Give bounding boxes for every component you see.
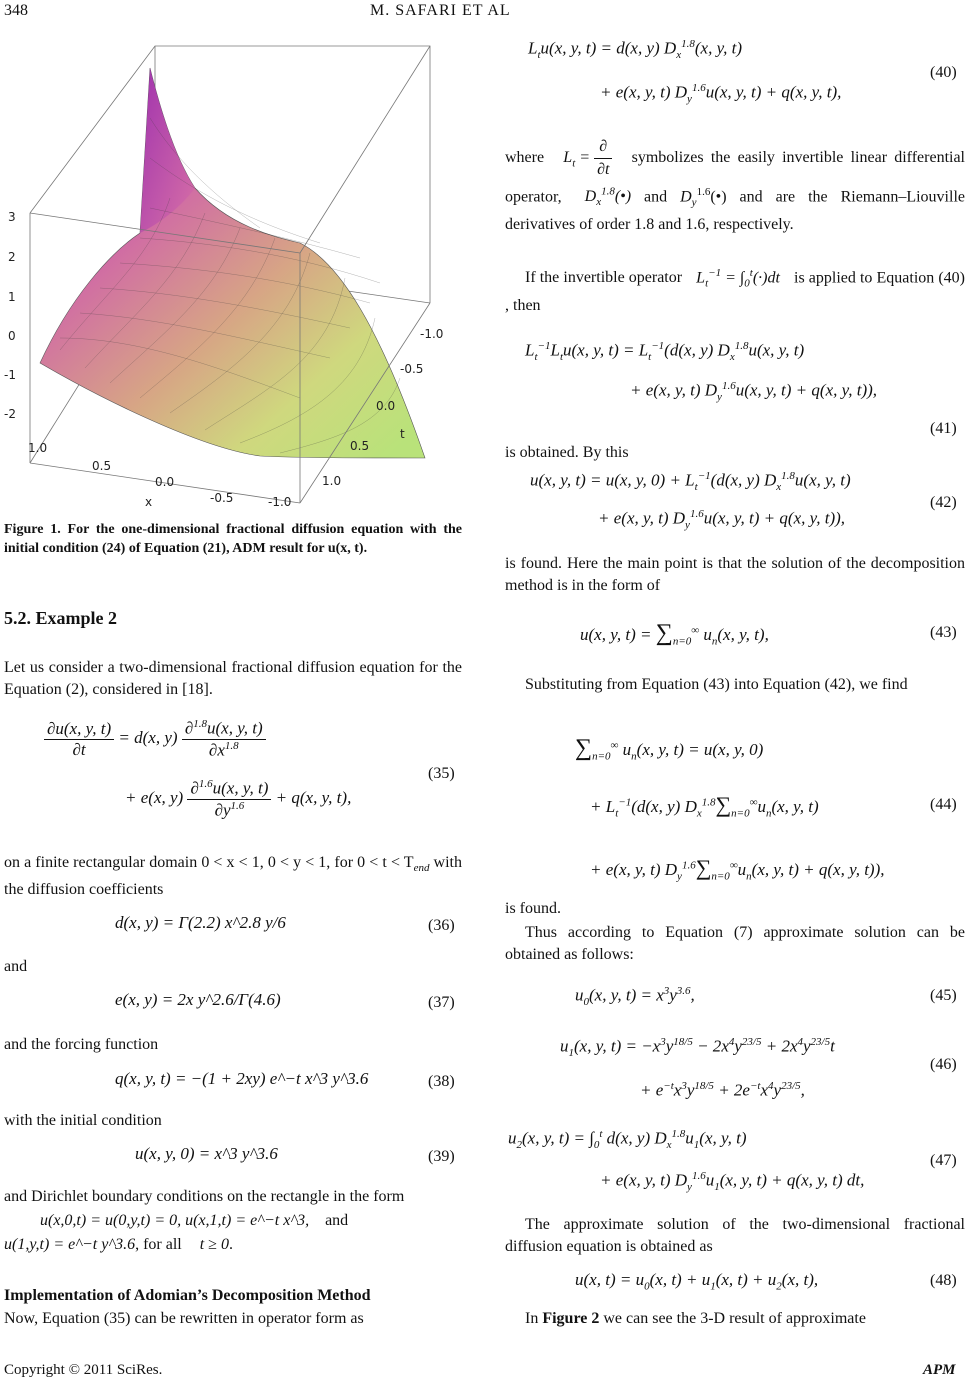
right-paragraph-2: If the invertible operator $L_t^{-1} = \int_0^t(\cdot)dt$ is applied to Equation (40) , then xyxy=(505,267,966,314)
equation-41: $L_t^{-1}L_tu(x$, y, $t) = L_t^{-1}(d(x$, y) $D_x^{1.8}u(x$, y, t) xyxy=(525,340,805,364)
eq35-number: (35) xyxy=(428,765,455,782)
right-paragraph-4: is found. Here the main point is that the solution of the decomposition method is in the form of xyxy=(505,555,965,594)
svg-text:-0.5: -0.5 xyxy=(400,362,424,376)
left-paragraph-5: and Dirichlet boundary conditions on the rectangle in the form xyxy=(4,1188,405,1205)
right-paragraph-5: Substituting from Equation (43) into Equation (42), we find xyxy=(525,676,908,693)
equation-44: $\sum_{n=0}^\infty$ $u_n(x$, y, t) = u(x, y, 0) xyxy=(575,735,764,763)
right-paragraph-8: The approximate solution of the two-dimensional fractional diffusion equation is obtained as xyxy=(505,1216,965,1255)
eq44-number: (44) xyxy=(930,796,957,813)
footer-copyright: Copyright © 2011 SciRes. xyxy=(4,1362,163,1378)
eq39-number: (39) xyxy=(428,1148,455,1165)
svg-text:2: 2 xyxy=(8,250,16,264)
right-paragraph-7: Thus according to Equation (7) approximate solution can be obtained as follows: xyxy=(505,924,965,963)
eq41-number: (41) xyxy=(930,420,957,437)
svg-text:0.5: 0.5 xyxy=(92,459,112,473)
svg-text:-2: -2 xyxy=(4,407,16,421)
left-and: and xyxy=(4,958,28,975)
eq43-number: (43) xyxy=(930,624,957,641)
svg-text:-1.0: -1.0 xyxy=(420,327,444,341)
equation-39: u(x, y, 0) = x^3 y^3.6 xyxy=(135,1144,278,1163)
z-axis-ticks xyxy=(4,210,16,421)
equation-42: u(x, y, t) = u(x, y, $0) + L_t^{-1}(d(x$, y) $D_x^{1.8}u(x$, y, t) xyxy=(530,470,851,494)
eq45-number: (45) xyxy=(930,987,957,1004)
svg-text:1.0: 1.0 xyxy=(322,474,342,488)
svg-text:0: 0 xyxy=(8,329,16,343)
equation-45: $u_0(x$, y, $t) = x^3y^{3.6}$, xyxy=(575,985,695,1009)
equation-35: $\frac{\partial u(x, y, t)}{\partial t}$ = d(x, y) $\frac{\partial^{1.8}u(x, y, t)}{\partial x^{1.8}}$ xyxy=(44,718,266,760)
right-paragraph-1: where $L_t$ = $\frac{\partial}{\partial t}$ symbolizes the easily invertible linear differential operator, $D_x^{1.8}(•)$ and $D_y^{1.6}(•)$ and are the Riemann–Liouville derivatives of order 1.8 and 1.6, respectively. xyxy=(505,138,966,233)
left-paragraph-4: with the initial condition xyxy=(4,1112,162,1129)
eq42-number: (42) xyxy=(930,494,957,511)
x-axis-label: x xyxy=(145,495,153,508)
svg-text:0.0: 0.0 xyxy=(376,399,396,413)
equation-46: $u_1(x$, y, $t) = -x^3y^{18/5} - 2x^4y^{23/5} + 2x^4y^{23/5}t$ xyxy=(560,1036,835,1060)
svg-text:1: 1 xyxy=(8,290,16,304)
svg-text:0.0: 0.0 xyxy=(155,475,175,489)
surface-plot xyxy=(0,38,478,508)
eq48-number: (48) xyxy=(930,1272,957,1289)
equation-40: $L_tu(x$, y, t) = d(x, y) $D_x^{1.8}(x$, y, t) xyxy=(528,38,743,62)
page-number: 348 xyxy=(4,2,28,19)
eq37-number: (37) xyxy=(428,994,455,1011)
equation-38: q(x, y, t) = −(1 + 2xy) e^−t x^3 y^3.6 xyxy=(115,1069,369,1088)
right-paragraph-6: is found. xyxy=(505,900,561,917)
eq36-number: (36) xyxy=(428,917,455,934)
left-paragraph-3: and the forcing function xyxy=(4,1036,159,1053)
eq46-number: (46) xyxy=(930,1056,957,1073)
equation-43: u(x, y, $t) = \sum_{n=0}^\infty$ $u_n(x$, y, t), xyxy=(580,620,769,648)
boundary-condition-2: u(1,y,t) = e^−t y^3.6 xyxy=(4,1236,136,1253)
svg-text:0.5: 0.5 xyxy=(350,439,370,453)
svg-text:1.0: 1.0 xyxy=(28,441,48,455)
svg-text:-1: -1 xyxy=(4,368,16,382)
t-axis-label: t xyxy=(400,427,405,441)
right-paragraph-3: is obtained. By this xyxy=(505,444,629,461)
figure-1 xyxy=(0,38,478,508)
svg-text:-0.5: -0.5 xyxy=(210,491,234,505)
eq47-number: (47) xyxy=(930,1152,957,1169)
equation-37: e(x, y) = 2x y^2.6/Γ(4.6) xyxy=(115,990,281,1009)
boundary-condition-1: u(x,0,t) = u(0,y,t) = 0, u(x,1,t) = e^−t x^3, xyxy=(40,1212,310,1229)
left-paragraph-1: Let us consider a two-dimensional fractional diffusion equation for the Equation (2), considered in [18]. xyxy=(4,659,462,698)
figure-caption: Figure 1. For the one-dimensional fractional diffusion equation with the initial condition (24) of Equation (21), ADM result for u(x, t). xyxy=(4,522,462,556)
left-paragraph-2: on a finite rectangular domain 0 < x < 1, 0 < y < 1, for $0 < t < T_{end}$ with the diffusion coefficients xyxy=(4,854,462,899)
running-title: M. SAFARI ET AL xyxy=(370,2,511,19)
equation-47: $u_2(x$, y, $t) = \int_0^t$ d(x, y) $D_x^{1.8}u_1(x$, y, t) xyxy=(508,1128,747,1152)
footer-journal: APM xyxy=(923,1362,956,1378)
equation-48: u(x, $t) = u_0(x$, $t) + u_1(x$, $t) + u_2(x$, t), xyxy=(575,1270,819,1293)
implementation-heading: Implementation of Adomian’s Decomposition Method xyxy=(4,1287,371,1304)
equation-36: d(x, y) = Γ(2.2) x^2.8 y/6 xyxy=(115,913,286,932)
left-paragraph-6: Now, Equation (35) can be rewritten in operator form as xyxy=(4,1310,364,1327)
svg-text:-1.0: -1.0 xyxy=(268,495,292,508)
eq40-number: (40) xyxy=(930,64,957,81)
svg-text:3: 3 xyxy=(8,210,16,224)
eq38-number: (38) xyxy=(428,1073,455,1090)
section-heading: 5.2. Example 2 xyxy=(4,608,118,628)
right-paragraph-9: In Figure 2 we can see the 3-D result of approximate xyxy=(525,1310,866,1327)
